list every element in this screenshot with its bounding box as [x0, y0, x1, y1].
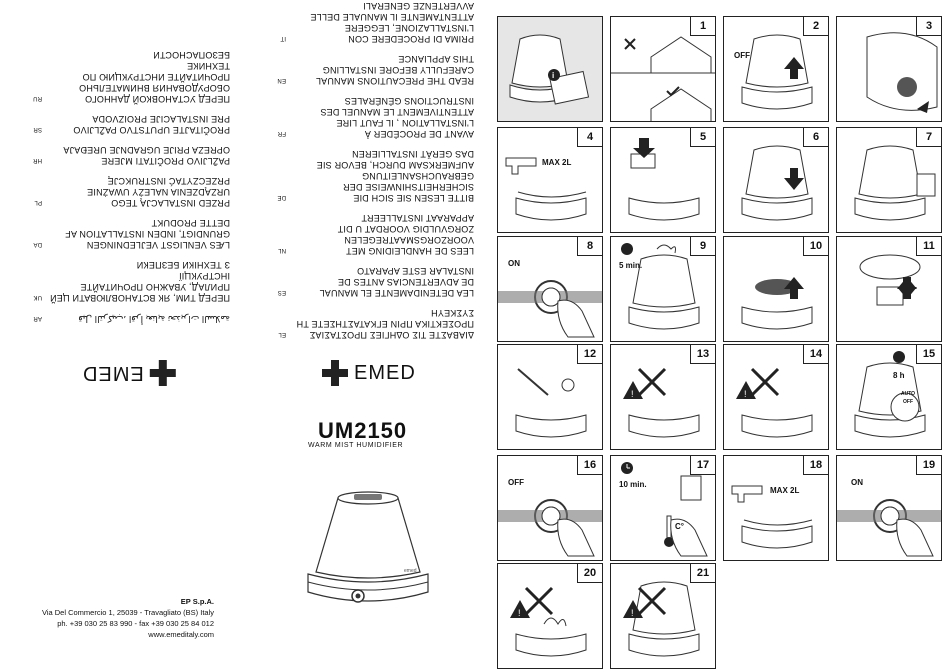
- safety-block-es: [262, 265, 474, 298]
- safety-block-it: [262, 0, 474, 44]
- safety-line: PRZECZYTAĆ INSTRUKCJĘ: [107, 176, 230, 186]
- step-panel-18: [723, 455, 829, 561]
- safety-line: PRIMA DI PROCEDERE CON: [348, 34, 474, 44]
- step-number: 14: [803, 345, 828, 364]
- safety-line: DE ADVERTENCIAS ANTES DE: [337, 277, 474, 287]
- step-panel-2: [723, 16, 829, 122]
- safety-line: INSTALAR ESTE APARATO: [356, 266, 474, 276]
- step-panel-7: [836, 127, 942, 233]
- cross-icon: [150, 360, 176, 386]
- step-number: 21: [690, 564, 715, 583]
- safety-line: ПРИЛАД, УВАЖНО ПРОЧИТАЙТЕ ІНСТРУКЦІЇ: [80, 271, 230, 292]
- safety-line: L'INSTALLATION , IL FAUT LIRE: [336, 118, 474, 128]
- safety-line: ПЕРЕД УСТАНОВКОЙ ДАННОГО: [84, 94, 230, 104]
- emed-logo-center: [322, 360, 416, 386]
- safety-block-nl: [262, 212, 474, 256]
- svg-text:!: !: [631, 608, 634, 618]
- step-panel-1: [610, 16, 716, 122]
- step-panel-15: [836, 344, 942, 450]
- language-code: NL: [277, 247, 286, 253]
- safety-line: GRUNDIGT, INDEN INSTALLATION AF: [65, 229, 230, 239]
- safety-block-el: [262, 307, 474, 340]
- step-number: 10: [803, 237, 828, 256]
- step-number: 7: [916, 128, 941, 147]
- svg-text:!: !: [518, 608, 521, 618]
- step-label: OFF: [903, 399, 913, 405]
- step-number: 9: [690, 237, 715, 256]
- safety-line: SICHERHEITSHINWEISE DER: [342, 182, 474, 192]
- safety-block-pl: [18, 175, 230, 208]
- language-code: PL: [34, 199, 42, 205]
- step-panel-3: [836, 16, 942, 122]
- svg-text:!: !: [631, 389, 634, 399]
- svg-text:!: !: [744, 389, 747, 399]
- safety-line: READ THE PRECAUTIONS MANUAL: [315, 76, 474, 86]
- company-web: www.emeditaly.com: [148, 630, 214, 639]
- language-code: UK: [33, 294, 42, 300]
- safety-line: PROČITAJTE UPUTSTVO PAŽLJIVO: [73, 125, 230, 135]
- company-phone: ph. +39 030 25 83 990 - fax +39 030 25 84 012: [57, 619, 214, 628]
- safety-column-middle: [262, 1, 474, 340]
- language-code: ES: [277, 289, 286, 295]
- intro-panel-read-manual: [497, 16, 603, 122]
- safety-line: LÆS VENLIGST VEJLEDNINGEN: [86, 240, 230, 250]
- safety-block-ru: [18, 49, 230, 104]
- product-model: UM2150: [318, 418, 408, 443]
- step-label: C°: [675, 522, 684, 531]
- safety-block-de: [262, 148, 474, 203]
- step-label: OFF: [734, 51, 750, 60]
- safety-line: BITTE LESEN SIE SICH DIE: [353, 193, 474, 203]
- step-panel-16: [497, 455, 603, 561]
- safety-line: VOORZORGSMAATREGELEN: [344, 235, 474, 245]
- step-panel-21: [610, 563, 716, 669]
- safety-line: L'INSTALLAZIONE, LEGGERE: [344, 23, 474, 33]
- step-number: 16: [577, 456, 602, 475]
- device-brand: emed: [404, 568, 417, 574]
- step-number: 2: [803, 17, 828, 36]
- step-panel-14: [723, 344, 829, 450]
- language-code: SR: [33, 126, 42, 132]
- humidifier-illustration: [288, 480, 448, 620]
- step-label: OFF: [508, 478, 524, 487]
- step-label: AUTO: [901, 391, 916, 397]
- safety-line: PRZED INSTALACJĄ TEGO: [111, 198, 230, 208]
- step-number: 12: [577, 345, 602, 364]
- step-label: 10 min.: [619, 480, 647, 489]
- step-number: 18: [803, 456, 828, 475]
- step-panel-20: [497, 563, 603, 669]
- safety-line: ZORGVULDIG VOORDAT U DIT: [337, 224, 474, 234]
- step-number: 20: [577, 564, 602, 583]
- step-number: 4: [577, 128, 602, 147]
- safety-line: ПРОЧИТАЙТЕ ИНСТРУКЦИЮ ПО ТЕХНИКЕ: [82, 61, 230, 82]
- step-panel-12: [497, 344, 603, 450]
- safety-line: DETTE PRODUKT: [151, 218, 230, 228]
- language-code: EN: [277, 77, 286, 83]
- language-code: EL: [278, 331, 286, 337]
- step-number: 5: [690, 128, 715, 147]
- safety-block-hr: [18, 144, 230, 166]
- safety-line: LEA DETENIDAMENTE EL MANUAL: [319, 288, 474, 298]
- step-label: 8 h: [893, 371, 905, 380]
- safety-block-ar: [18, 312, 230, 324]
- product-subtitle: WARM MIST HUMIDIFIER: [308, 442, 404, 449]
- step-label: ON: [508, 259, 520, 268]
- safety-block-sr: [18, 113, 230, 135]
- safety-column-left: [18, 14, 230, 324]
- language-code: RU: [32, 95, 42, 101]
- logo-text: EMED: [82, 362, 144, 385]
- step-number: 3: [916, 17, 941, 36]
- step-number: 19: [916, 456, 941, 475]
- safety-line: ATTENTAMENTE IL MANUALE DELLE: [310, 12, 474, 22]
- safety-block-en: [262, 53, 474, 86]
- step-label: MAX 2L: [542, 158, 572, 167]
- safety-line: APPARAAT INSTALLEERT: [361, 213, 474, 223]
- safety-line: AVANT DE PROCÉDER À: [364, 129, 474, 139]
- company-name: EP S.p.A.: [180, 597, 214, 606]
- safety-line: AVVERTENZE GENERALI: [363, 1, 474, 11]
- safety-block-fr: [262, 95, 474, 139]
- step-number: 17: [690, 456, 715, 475]
- step-panel-6: [723, 127, 829, 233]
- safety-line: ATTENTIVEMENT LE MANUEL DES: [320, 107, 474, 117]
- safety-line: URZĄDZENIA NALEŻY UWAŻNIE: [86, 187, 230, 197]
- safety-line: ΠΡΟΣΕΚΤΙΚΑ ΠΡΙΝ ΕΓΚΑΤΑΣΤΗΣΕΤΕ ΤΗ: [296, 319, 474, 329]
- language-code: HR: [32, 157, 42, 163]
- step-panel-10: [723, 236, 829, 342]
- step-panel-9: [610, 236, 716, 342]
- safety-line: ΣΥΣΚΕΥΗ: [430, 308, 474, 318]
- safety-block-uk: [18, 259, 230, 303]
- step-label: MAX 2L: [770, 486, 800, 495]
- safety-line: AUFMERKSAM DURCH, BEVOR SIE: [316, 160, 474, 170]
- safety-line: PAŽLJIVO PROČITATI MJERE: [101, 156, 230, 166]
- step-number: 13: [690, 345, 715, 364]
- step-panel-17: [610, 455, 716, 561]
- emed-logo-left: [82, 360, 176, 386]
- safety-line: З ТЕХНІКИ БЕЗПЕКИ: [136, 260, 230, 270]
- step-number: 1: [690, 17, 715, 36]
- safety-line: قبل التركيب، اقرأ بعناية تحذيرات السلامة: [78, 314, 230, 324]
- language-code: IT: [280, 35, 286, 41]
- safety-block-da: [18, 217, 230, 250]
- safety-line: ПЕРЕД ТИМ, ЯК ВСТАНОВЛЮВАТИ ЦЕЙ: [49, 293, 230, 303]
- safety-line: THIS APPLIANCE: [398, 54, 474, 64]
- step-panel-4: [497, 127, 603, 233]
- language-code: FR: [277, 130, 286, 136]
- step-panel-11: [836, 236, 942, 342]
- safety-line: LEES DE HANDLEIDING MET: [345, 246, 474, 256]
- safety-line: CAREFULLY BEFORE INSTALLING: [322, 65, 474, 75]
- step-panel-13: [610, 344, 716, 450]
- safety-line: OPREZA PRIJE UGRADNJE UREĐAJA: [63, 145, 230, 155]
- step-panel-5: [610, 127, 716, 233]
- step-number: 11: [916, 237, 941, 256]
- company-address: Via Del Commercio 1, 25039 - Travagliato (BS) Italy: [41, 608, 214, 617]
- step-label: ON: [851, 478, 863, 487]
- safety-line: GEBRAUCHSANLEITUNG: [361, 171, 474, 181]
- safety-line: DAS GERÄT INSTALLIEREN: [351, 149, 474, 159]
- step-label: 5 min.: [619, 261, 643, 270]
- svg-text:i: i: [552, 71, 555, 80]
- language-code: AR: [33, 315, 42, 321]
- step-number: 8: [577, 237, 602, 256]
- language-code: DE: [277, 194, 286, 200]
- step-number: 15: [916, 345, 941, 364]
- step-panel-8: [497, 236, 603, 342]
- safety-line: PRE INSTALACIJE PROIZVODA: [92, 114, 230, 124]
- step-number: 6: [803, 128, 828, 147]
- company-info: [20, 596, 214, 640]
- safety-line: ОБОРУДОВАНИЯ ВНИМАТЕЛЬНО: [78, 83, 230, 93]
- safety-line: БЕЗОПАСНОСТИ: [153, 50, 230, 60]
- logo-text: EMED: [354, 361, 416, 384]
- language-code: DA: [33, 241, 42, 247]
- safety-line: INSTRUCTIONS GÉNÉRALES: [344, 96, 474, 106]
- cross-icon: [322, 360, 348, 386]
- safety-line: ΔΙΑΒΑΣΤΕ ΤΙΣ ΟΔΗΓΙΕΣ ΠΡΟΣΤΑΣΙΑΣ: [309, 330, 474, 340]
- step-panel-19: [836, 455, 942, 561]
